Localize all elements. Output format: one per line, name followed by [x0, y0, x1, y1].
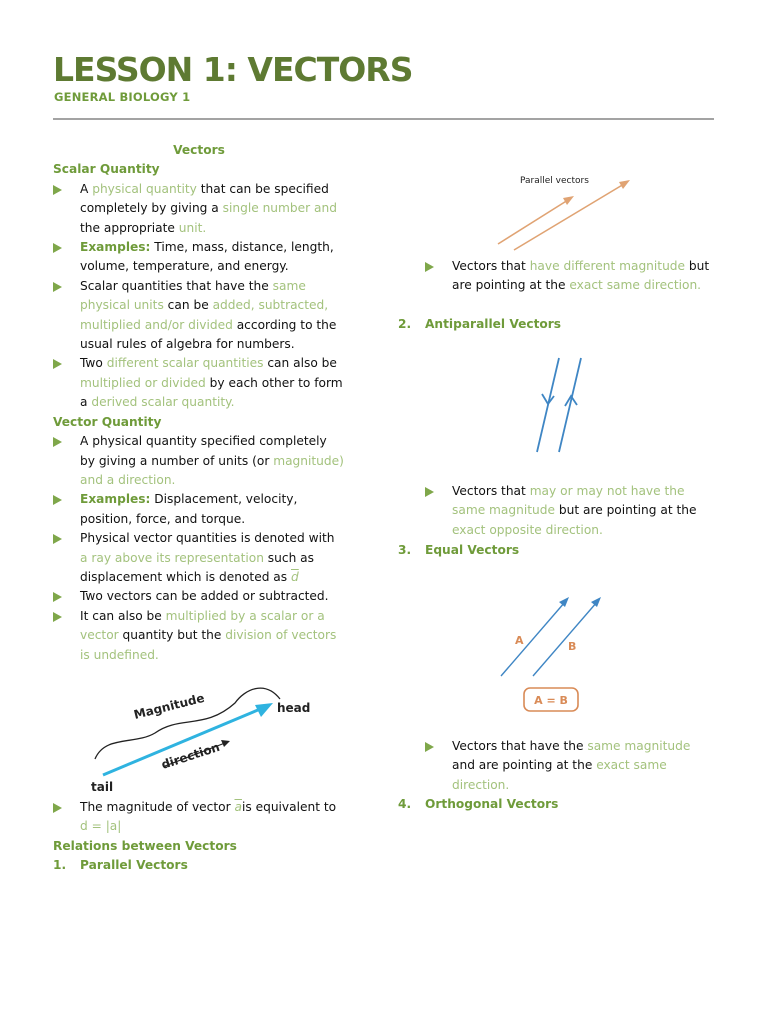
tail-label: tail — [91, 780, 114, 794]
list-item: Vectors that have the same magnitude and are pointing at the exact same direction. — [425, 737, 715, 795]
magnitude-label: Magnitude — [132, 690, 206, 722]
arrowhead — [563, 196, 574, 205]
bullet-arrow-icon — [53, 437, 62, 447]
antiparallel-vectors-figure — [525, 352, 595, 457]
vector-symbol: $\overline{d}$ — [291, 569, 299, 584]
bullet-arrow-icon — [425, 262, 434, 272]
list-item: Examples: Time, mass, distance, length, volume, temperature, and energy. — [53, 238, 345, 277]
list-item: 3. Equal Vectors — [398, 543, 520, 557]
head-label: head — [277, 701, 311, 715]
left-column-lower — [53, 798, 345, 876]
vector-anatomy-figure — [85, 675, 325, 800]
list-item: Physical vector quantities is denoted with a ray above its representation such as displacement which is denoted as $\overline{d}$ — [53, 529, 345, 587]
bullet-arrow-icon — [53, 592, 62, 602]
vector-head-arrow — [255, 703, 273, 717]
arrowhead — [559, 597, 569, 607]
bullet-arrow-icon — [425, 487, 434, 497]
header-divider — [53, 118, 714, 120]
arrowhead — [619, 180, 630, 189]
item-2 — [398, 315, 698, 334]
bullet-arrow-icon — [53, 243, 62, 253]
list-item: 4. Orthogonal Vectors — [398, 797, 559, 811]
equation-label: A = B — [534, 694, 568, 707]
parallel-vectors-figure — [490, 170, 640, 255]
bullet-arrow-icon — [425, 742, 434, 752]
list-item: 1. Parallel Vectors — [53, 858, 188, 873]
parallel-figure-label: Parallel vectors — [520, 176, 589, 186]
bullet-arrow-icon — [53, 185, 62, 195]
bullet-arrow-icon — [53, 359, 62, 369]
relations-heading: Relations between Vectors — [53, 838, 237, 853]
bullet-arrow-icon — [53, 803, 62, 813]
list-item: Two vectors can be added or subtracted. — [53, 587, 345, 606]
arrowhead — [591, 597, 601, 607]
list-item: It can also be multiplied by a scalar or a vector quantity but the division of vectors is undefined. — [53, 607, 345, 665]
list-item: A physical quantity that can be specified completely by giving a single number and the appropriate unit. — [53, 180, 345, 238]
left-column — [53, 141, 345, 665]
scalar-heading: Scalar Quantity — [53, 162, 160, 177]
list-item: Vectors that have different magnitude but are pointing at the exact same direction. — [425, 257, 715, 296]
list-item: Two different scalar quantities can also be multiplied or divided by each other to form a derived scalar quantity. — [53, 354, 345, 412]
page-title: LESSON 1: VECTORS — [53, 50, 413, 89]
vector-b-label: B — [568, 640, 577, 653]
direction-label: direction — [159, 739, 222, 772]
equal-vectors-figure — [495, 592, 610, 717]
list-item: A physical quantity specified completely by giving a number of units (or magnitude) and a direction. — [53, 432, 345, 490]
arrowhead-down — [542, 394, 554, 404]
bullet-arrow-icon — [53, 534, 62, 544]
vectors-heading: Vectors — [173, 143, 225, 157]
list-item: The magnitude of vector $\overline{a}is$ equivalent to d = |a| — [53, 798, 345, 837]
vector-a-label: A — [515, 634, 524, 647]
item-4 — [398, 795, 698, 814]
bullet-arrow-icon — [53, 282, 62, 292]
bullet-arrow-icon — [53, 495, 62, 505]
list-item: Scalar quantities that have the same physical units can be added, subtracted, multiplied and/or divided according to the usual rules of algebra for numbers. — [53, 277, 345, 355]
vector-heading: Vector Quantity — [53, 414, 162, 429]
item-3 — [398, 541, 698, 560]
list-item: Vectors that may or may not have the same magnitude but are pointing at the exact opposite direction. — [425, 482, 715, 540]
list-item: Examples: Displacement, velocity, position, force, and torque. — [53, 490, 345, 529]
list-item: 2. Antiparallel Vectors — [398, 317, 562, 331]
bullet-arrow-icon — [53, 612, 62, 622]
equal-bullet — [425, 737, 715, 795]
page-subtitle: GENERAL BIOLOGY 1 — [54, 90, 191, 104]
antiparallel-bullet — [425, 482, 715, 540]
vector-symbol: $\overline{a}$ — [234, 800, 242, 814]
parallel-bullet — [425, 257, 715, 296]
